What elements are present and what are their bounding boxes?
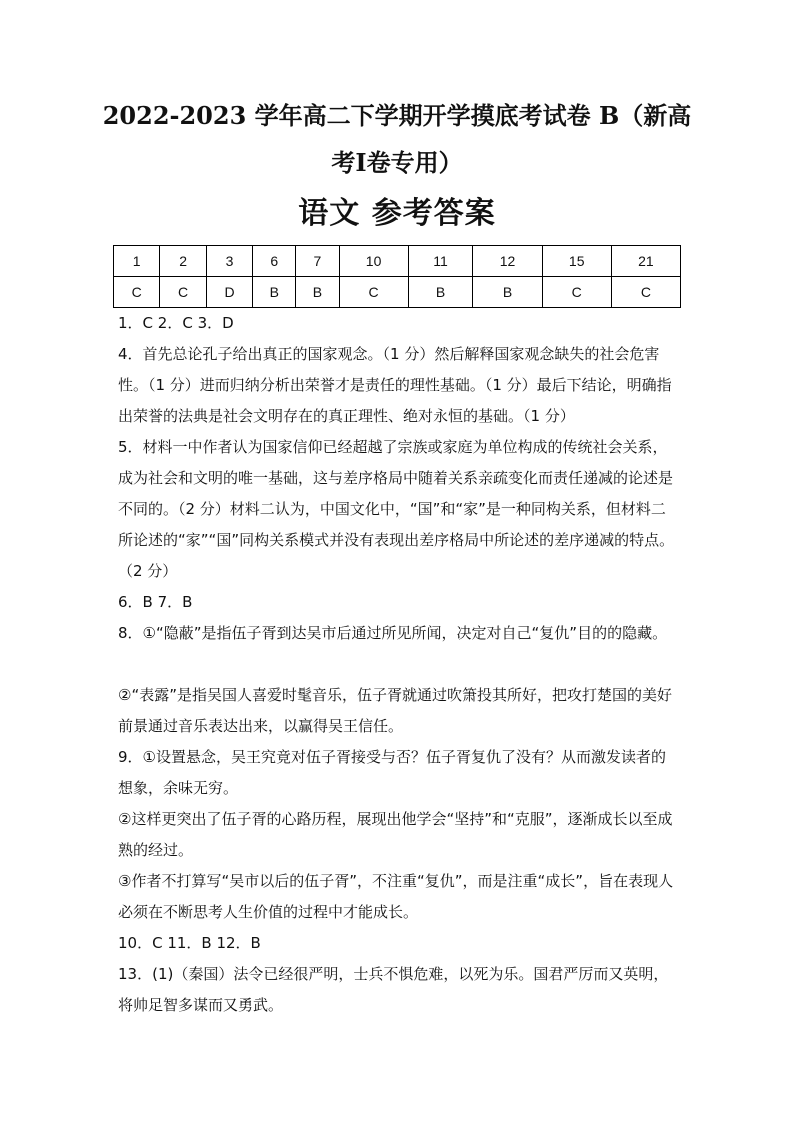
answer-q4: 4．首先总论孔子给出真正的国家观念。（1 分）然后解释国家观念缺失的社会危害性。（1 分）进而归纳分析出荣誉才是责任的理性基础。（1 分）最后下结论，明确指出荣誉的法典是社会文明存在的真正理性、绝对永恒的基础。（1 分）	[118, 345, 672, 425]
answer-cell: B	[408, 277, 473, 308]
subject-heading: 语文 参考答案	[298, 196, 496, 231]
answer-cell: B	[253, 277, 296, 308]
question-number-row	[114, 246, 681, 277]
question-number-cell: 1	[114, 246, 160, 277]
answer-cell: D	[206, 277, 252, 308]
answer-q9-part3: ③作者不打算写“吴市以后的伍子胥”，不注重“复仇”，而是注重“成长”，旨在表现人必须在不断思考人生价值的过程中才能成长。	[118, 872, 674, 921]
answer-cell: C	[160, 277, 206, 308]
answer-cell: B	[473, 277, 542, 308]
answer-cell: C	[114, 277, 160, 308]
answer-table	[113, 245, 681, 308]
answer-q8-part2: ②“表露”是指吴国人喜爱时髦音乐，伍子胥就通过吹箫投其所好，把攻打楚国的美好前景通过音乐表达出来，以赢得吴王信任。	[118, 686, 672, 735]
answer-q9-part2: ②这样更突出了伍子胥的心路历程，展现出他学会“坚持”和“克服”，逐渐成长以至成熟的经过。	[118, 810, 673, 859]
answer-q8-part1: 8．①“隐蔽”是指伍子胥到达吴市后通过所见所闻，决定对自己“复仇”目的的隐藏。	[118, 624, 668, 642]
answer-cell: C	[542, 277, 611, 308]
question-number-cell: 7	[296, 246, 339, 277]
question-number-cell: 6	[253, 246, 296, 277]
question-number-cell: 3	[206, 246, 252, 277]
answer-q6-7: 6．B 7．B	[118, 593, 193, 611]
answer-cell: B	[296, 277, 339, 308]
answer-cell: C	[611, 277, 680, 308]
exam-title-line2: 考Ⅰ卷专用）	[331, 148, 463, 177]
answer-cell: C	[339, 277, 408, 308]
question-number-cell: 21	[611, 246, 680, 277]
answer-row	[114, 277, 681, 308]
answer-q10-12: 10．C 11．B 12．B	[118, 934, 261, 952]
exam-title-line1: 2022-2023 学年高二下学期开学摸底考试卷 B（新高	[102, 101, 692, 130]
answer-q1-3: 1．C 2．C 3．D	[118, 314, 234, 332]
question-number-cell: 12	[473, 246, 542, 277]
question-number-cell: 2	[160, 246, 206, 277]
question-number-cell: 15	[542, 246, 611, 277]
question-number-cell: 10	[339, 246, 408, 277]
question-number-cell: 11	[408, 246, 473, 277]
answer-q5: 5．材料一中作者认为国家信仰已经超越了宗族或家庭为单位构成的传统社会关系，成为社会和文明的唯一基础，这与差序格局中随着关系亲疏变化而责任递减的论述是不同的。（2 分）材料二认为，中国文化中，“国”和“家”是一种同构关系，但材料二所论述的“家”“国”同构关系模式并没有表现出差序格局中所论述的差序递减的特点。（2 分）	[118, 438, 675, 580]
answer-q13: 13．(1)（秦国）法令已经很严明，士兵不惧危难，以死为乐。国君严厉而又英明，将帅足智多谋而又勇武。	[118, 965, 669, 1014]
answer-q9-part1: 9．①设置悬念，吴王究竟对伍子胥接受与否？伍子胥复仇了没有？从而激发读者的想象，余味无穷。	[118, 748, 666, 797]
